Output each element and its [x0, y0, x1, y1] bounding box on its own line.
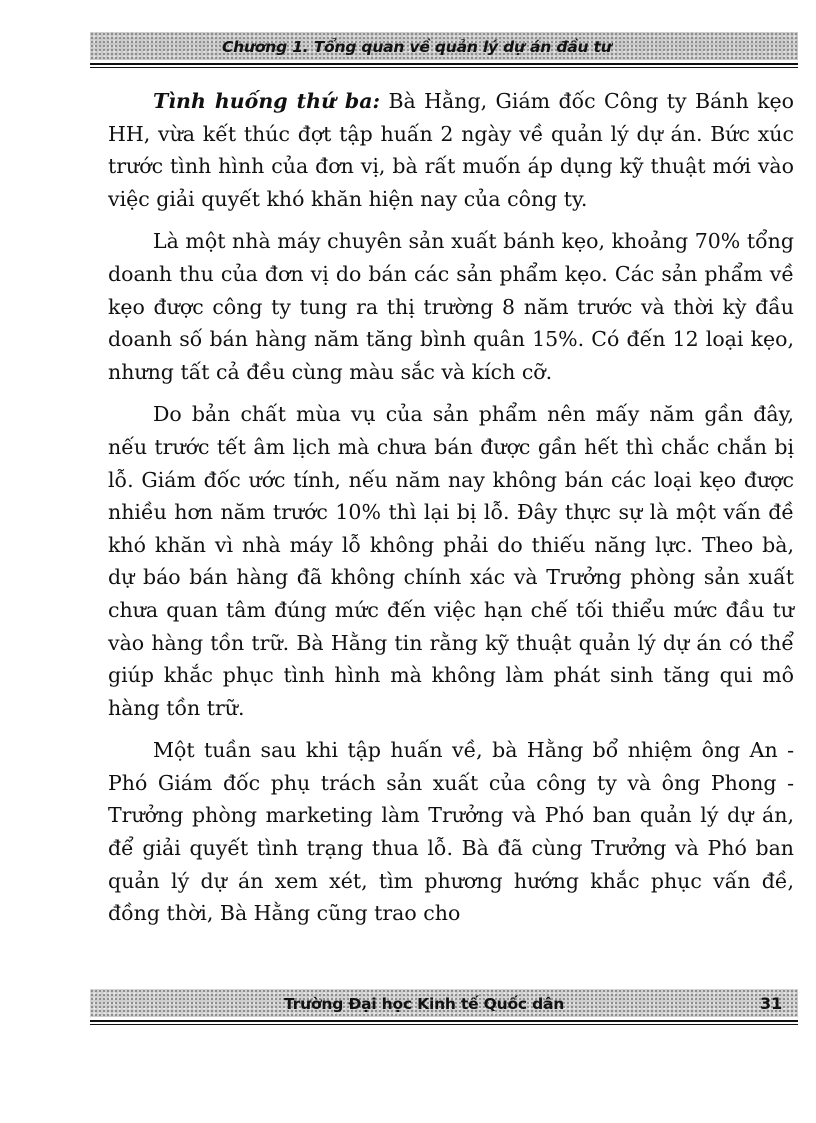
- header-rule-thin: [90, 67, 798, 68]
- paragraph-1-text: Bà Hằng, Giám đốc Công ty Bánh kẹo HH, vừa kết thúc đợt tập huấn 2 ngày về quản lý dự án. Bức xúc trước tình hình của đơn vị, bà rất muốn áp dụng kỹ thuật mới vào việc giải quyết khó khăn hiện nay của công ty.: [108, 89, 794, 211]
- page-number: 31: [760, 994, 783, 1013]
- header-rule-thick: [90, 63, 798, 65]
- chapter-header-title: Chương 1. Tổng quan về quản lý dự án đầu tư: [222, 38, 612, 56]
- paragraph-4: [108, 734, 794, 930]
- footer-rule-thin: [90, 1024, 798, 1025]
- body-text: [108, 85, 794, 940]
- paragraph-4-text: Một tuần sau khi tập huấn về, bà Hằng bổ nhiệm ông An - Phó Giám đốc phụ trách sản xuất của công ty và ông Phong - Trưởng phòng marketing làm Trưởng và Phó ban quản lý dự án, để giải quyết tình trạng thua lỗ. Bà đã cùng Trưởng và Phó ban quản lý dự án xem xét, tìm phương hướng khắc phục vấn đề, đồng thời, Bà Hằng cũng trao cho: [108, 738, 794, 926]
- paragraph-2-text: Là một nhà máy chuyên sản xuất bánh kẹo, khoảng 70% tổng doanh thu của đơn vị do bán các sản phẩm kẹo. Các sản phẩm về kẹo được công ty tung ra thị trường 8 năm trước và thời kỳ đầu doanh số bán hàng năm tăng bình quân 15%. Có đến 12 loại kẹo, nhưng tất cả đều cùng màu sắc và kích cỡ.: [108, 229, 794, 384]
- case-lead-phrase: Tình huống thứ ba:: [153, 89, 381, 113]
- footer-institution: Trường Đại học Kinh tế Quốc dân: [284, 995, 565, 1013]
- paragraph-3: [108, 398, 794, 724]
- paragraph-2: [108, 225, 794, 388]
- paragraph-3-text: Do bản chất mùa vụ của sản phẩm nên mấy năm gần đây, nếu trước tết âm lịch mà chưa bán được gần hết thì chắc chắn bị lỗ. Giám đốc ước tính, nếu năm nay không bán các loại kẹo được nhiều hơn năm trước 10% thì lại bị lỗ. Đây thực sự là một vấn đề khó khăn vì nhà máy lỗ không phải do thiếu năng lực. Theo bà, dự báo bán hàng đã không chính xác và Trưởng phòng sản xuất chưa quan tâm đúng mức đến việc hạn chế tối thiểu mức đầu tư vào hàng tồn trữ. Bà Hằng tin rằng kỹ thuật quản lý dự án có thể giúp khắc phục tình hình mà không làm phát sinh tăng qui mô hàng tồn trữ.: [108, 402, 794, 720]
- footer-rule-thick: [90, 1020, 798, 1022]
- paragraph-1: [108, 85, 794, 215]
